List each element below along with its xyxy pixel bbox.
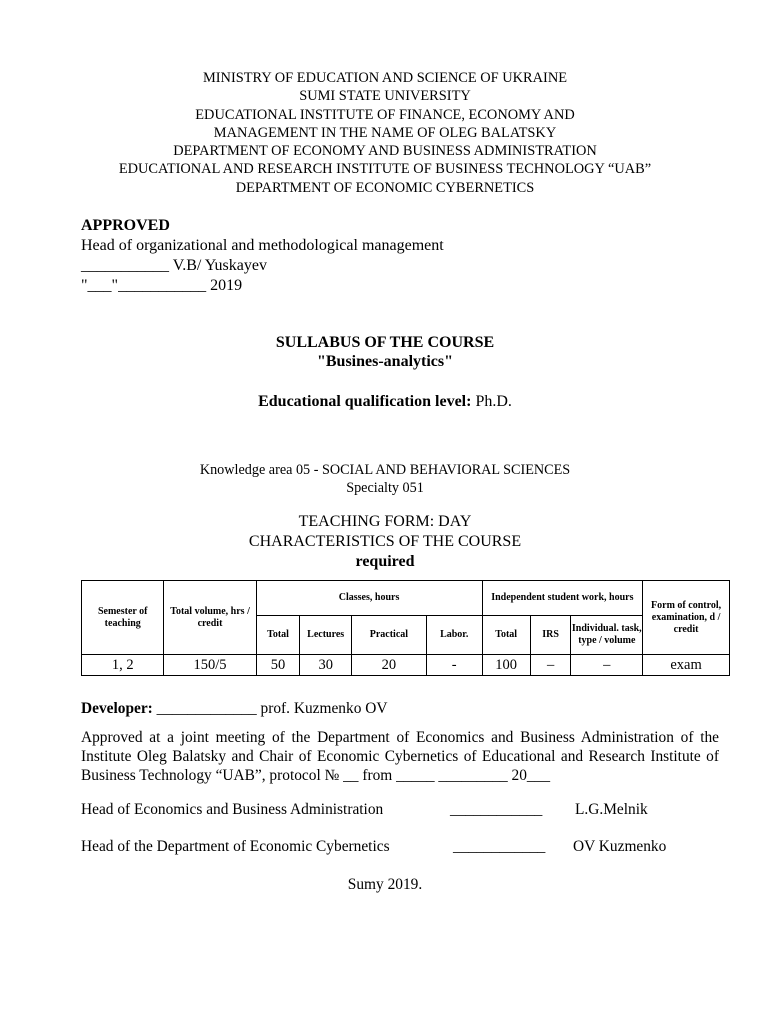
approved-meeting-text: Approved at a joint meeting of the Department of Economics and Business Administration of the Institute Oleg Balatsky and Chair of Economic Cybernetics of Educational and Research Institute of Business Technology “UAB”, protocol № __ from _____ _________ 20___ bbox=[81, 729, 719, 784]
header-line-university: SUMI STATE UNIVERSITY bbox=[299, 88, 471, 105]
header-classes: Classes, hours bbox=[256, 581, 482, 616]
approval-position: Head of organizational and methodological management bbox=[81, 237, 444, 254]
cell-individual-task: – bbox=[571, 655, 643, 676]
header-line-department-cybernetics: DEPARTMENT OF ECONOMIC CYBERNETICS bbox=[235, 179, 535, 196]
course-characteristics-table bbox=[81, 580, 730, 676]
header-line-management: MANAGEMENT IN THE NAME OF OLEG BALATSKY bbox=[213, 124, 557, 141]
head-title: Head of Economics and Business Administration bbox=[81, 801, 384, 818]
header-form-of-control: Form of control, examination, d / credit bbox=[643, 581, 730, 655]
header-semester: Semester of teaching bbox=[82, 581, 164, 655]
course-characteristics: CHARACTERISTICS OF THE COURSE bbox=[248, 533, 522, 550]
cell-irs: – bbox=[530, 655, 571, 676]
qualification-level bbox=[0, 392, 770, 412]
course-required: required bbox=[355, 553, 415, 570]
teaching-form: TEACHING FORM: DAY bbox=[298, 513, 472, 530]
qualification-value: Ph.D. bbox=[471, 393, 512, 410]
course-name: "Busines-analytics" bbox=[316, 353, 453, 370]
head-name: OV Kuzmenko bbox=[573, 838, 667, 855]
footer-city-year: Sumy 2019. bbox=[347, 876, 423, 893]
subheader-labor: Labor. bbox=[426, 616, 482, 655]
header-independent-work: Independent student work, hours bbox=[482, 581, 643, 616]
cell-labor: - bbox=[426, 655, 482, 676]
cell-semester: 1, 2 bbox=[82, 655, 164, 676]
teaching-form-block bbox=[0, 512, 770, 572]
approval-date: "___"___________ 2019 bbox=[81, 277, 243, 294]
header-total-volume: Total volume, hrs / credit bbox=[164, 581, 256, 655]
specialty: Specialty 051 bbox=[346, 480, 424, 496]
cell-form-of-control: exam bbox=[643, 655, 730, 676]
table-row bbox=[82, 655, 730, 676]
cell-total: 50 bbox=[256, 655, 300, 676]
head-signature-line: ____________ bbox=[453, 838, 546, 855]
header-line-research-institute: EDUCATIONAL AND RESEARCH INSTITUTE OF BUSINESS TECHNOLOGY “UAB” bbox=[118, 161, 652, 178]
institution-header bbox=[0, 69, 770, 197]
approval-signature: ___________ V.B/ Yuskayev bbox=[81, 257, 267, 274]
cell-lectures: 30 bbox=[300, 655, 351, 676]
subheader-total: Total bbox=[256, 616, 300, 655]
head-title: Head of the Department of Economic Cybernetics bbox=[81, 838, 390, 855]
syllabus-title-block bbox=[0, 333, 770, 371]
header-line-institute: EDUCATIONAL INSTITUTE OF FINANCE, ECONOMY AND bbox=[195, 106, 575, 123]
cell-volume: 150/5 bbox=[164, 655, 256, 676]
head-signature-line: ____________ bbox=[450, 801, 543, 818]
cell-practical: 20 bbox=[351, 655, 426, 676]
syllabus-title: SULLABUS OF THE COURSE bbox=[275, 334, 495, 351]
knowledge-area: Knowledge area 05 - SOCIAL AND BEHAVIORAL SCIENCES bbox=[199, 462, 571, 478]
subheader-practical: Practical bbox=[351, 616, 426, 655]
developer-line bbox=[81, 699, 719, 718]
subheader-independent-total: Total bbox=[482, 616, 530, 655]
subheader-irs: IRS bbox=[530, 616, 571, 655]
approval-title: APPROVED bbox=[81, 217, 170, 234]
subheader-lectures: Lectures bbox=[300, 616, 351, 655]
head-name: L.G.Melnik bbox=[575, 801, 648, 818]
header-line-department-economy: DEPARTMENT OF ECONOMY AND BUSINESS ADMINISTRATION bbox=[173, 143, 597, 160]
cell-independent-total: 100 bbox=[482, 655, 530, 676]
header-line-ministry: MINISTRY OF EDUCATION AND SCIENCE OF UKRAINE bbox=[202, 70, 568, 86]
knowledge-area-block bbox=[0, 461, 770, 497]
developer-value: _____________ prof. Kuzmenko OV bbox=[152, 700, 388, 717]
qualification-label: Educational qualification level: bbox=[258, 393, 472, 410]
subheader-individual-task: Individual. task, type / volume bbox=[571, 616, 643, 655]
developer-label: Developer: bbox=[81, 700, 153, 717]
approval-block bbox=[81, 216, 444, 296]
